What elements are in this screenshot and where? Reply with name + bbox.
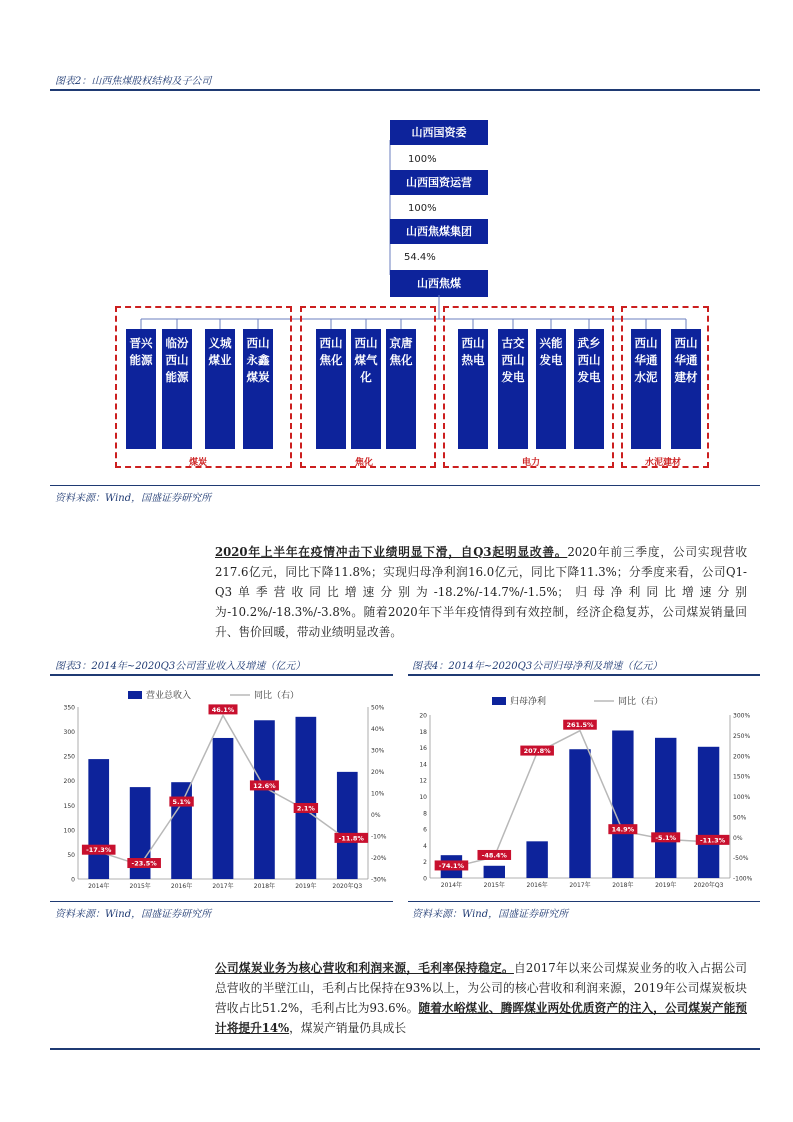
y2-tick-label: 150% bbox=[733, 773, 751, 781]
top-rule bbox=[50, 89, 760, 91]
sub-linfen: 临汾西山能源 bbox=[162, 329, 192, 449]
y-tick-label: 350 bbox=[63, 704, 75, 712]
y-tick-label: 16 bbox=[419, 745, 427, 753]
bar bbox=[484, 866, 505, 878]
fig4-source: 资料来源：Wind，国盛证券研究所 bbox=[412, 909, 569, 920]
bar bbox=[612, 730, 633, 878]
y-tick-label: 300 bbox=[63, 729, 75, 737]
fig3-source: 资料来源：Wind，国盛证券研究所 bbox=[55, 909, 212, 920]
fig3-bottom-rule bbox=[50, 901, 393, 902]
y-tick-label: 150 bbox=[63, 802, 75, 810]
fig4-caption: 图表4：2014年~2020Q3公司归母净利及增速（亿元） bbox=[412, 661, 663, 672]
y-tick-label: 6 bbox=[423, 826, 427, 834]
data-label: 14.9% bbox=[611, 825, 635, 834]
sub-jingtang: 京唐焦化 bbox=[386, 329, 416, 449]
y-tick-label: 18 bbox=[419, 728, 427, 736]
data-label: -11.8% bbox=[338, 834, 364, 843]
x-tick-label: 2016年 bbox=[170, 883, 193, 890]
y2-tick-label: 20% bbox=[371, 769, 385, 776]
fig2-connector bbox=[380, 140, 400, 280]
bar bbox=[569, 749, 590, 878]
sub-gujiao-power: 古交西山发电 bbox=[498, 329, 528, 449]
pct-1: 100% bbox=[408, 154, 437, 165]
sub-jinxing: 晋兴能源 bbox=[126, 329, 156, 449]
paragraph-2-tail: ，煤炭产销量仍具成长 bbox=[289, 1021, 407, 1035]
paragraph-1-lead: 2020年上半年在疫情冲击下业绩明显下滑，自Q3起明显改善。 bbox=[215, 545, 568, 559]
bar bbox=[337, 772, 358, 879]
x-tick-label: 2016年 bbox=[526, 882, 548, 889]
paragraph-2-body: 自2017年以来公司煤炭业务的收入占据公司总营收的半壁江山，毛利占比保持在93%以上，为公司的核心营收和利润来源，2019年公司煤炭板块营收占比51.2%，毛利占比为93.6%。 bbox=[215, 961, 747, 1015]
group-cement-label: 水泥建材 bbox=[645, 458, 682, 468]
y-tick-label: 20 bbox=[419, 712, 427, 720]
pct-2: 100% bbox=[408, 203, 437, 214]
legend-bar-swatch bbox=[492, 697, 506, 705]
sub-cement: 西山华通水泥 bbox=[631, 329, 661, 449]
data-label: 2.1% bbox=[296, 804, 315, 813]
bar bbox=[698, 747, 719, 878]
y2-tick-label: 30% bbox=[371, 747, 385, 755]
y2-tick-label: -50% bbox=[733, 855, 749, 863]
x-tick-label: 2020年Q3 bbox=[332, 883, 363, 890]
data-label: -23.5% bbox=[131, 859, 157, 868]
y2-tick-label: 50% bbox=[733, 814, 747, 822]
x-tick-label: 2019年 bbox=[295, 883, 317, 890]
revenue-chart bbox=[50, 680, 400, 898]
x-tick-label: 2017年 bbox=[212, 883, 234, 890]
node-operations: 山西国资运营 bbox=[390, 170, 488, 195]
y-tick-label: 0 bbox=[423, 875, 427, 883]
data-label: -48.4% bbox=[481, 851, 507, 860]
data-label: 12.6% bbox=[253, 781, 276, 790]
y-tick-label: 10 bbox=[419, 794, 427, 801]
paragraph-1-body: 2020年前三季度，公司实现营收217.6亿元，同比下降11.8%；实现归母净利润16.0亿元，同比下降11.3%；分季度来看，公司Q1-Q3单季营收同比增速分别为-18.2%/-14.7%/-1.5%；归母净利同比增速分别为-10.2%/-18.3%/-3.8%。随着2020年下半年疫情得到有效控制，经济企稳复苏，公司煤炭销量回升、售价回暖，带动业绩明显改善。 bbox=[215, 545, 748, 639]
node-company: 山西焦煤 bbox=[390, 270, 488, 297]
bar bbox=[526, 841, 547, 878]
data-label: -17.3% bbox=[86, 846, 112, 855]
net-profit-chart bbox=[408, 680, 760, 898]
bar bbox=[88, 759, 109, 879]
sub-coal-gasification: 西山煤气化 bbox=[351, 329, 381, 449]
fig3-top-rule bbox=[50, 674, 393, 676]
node-group: 山西焦煤集团 bbox=[390, 219, 488, 244]
paragraph-2 bbox=[215, 958, 747, 1038]
legend-line-label: 同比（右） bbox=[254, 691, 300, 701]
x-tick-label: 2018年 bbox=[253, 883, 276, 890]
group-coking-label: 焦化 bbox=[355, 458, 374, 468]
legend-bar-label: 归母净利 bbox=[510, 697, 547, 707]
data-label: 5.1% bbox=[172, 798, 191, 807]
y-tick-label: 4 bbox=[423, 842, 427, 850]
y2-tick-label: 10% bbox=[371, 790, 385, 798]
fig4-top-rule bbox=[408, 674, 760, 676]
y-tick-label: 50 bbox=[67, 851, 75, 859]
sub-xishan-coking: 西山焦化 bbox=[316, 329, 346, 449]
y2-tick-label: 40% bbox=[371, 726, 385, 733]
group-coal-label: 煤炭 bbox=[189, 458, 208, 468]
y-tick-label: 8 bbox=[423, 810, 427, 818]
bottom-rule bbox=[50, 1048, 760, 1050]
fig4-bottom-rule bbox=[408, 901, 760, 902]
y2-tick-label: 0% bbox=[371, 812, 381, 819]
bar bbox=[296, 717, 317, 879]
y2-tick-label: -100% bbox=[733, 875, 753, 883]
fig3-caption: 图表3：2014年~2020Q3公司营业收入及增速（亿元） bbox=[55, 661, 306, 672]
x-tick-label: 2014年 bbox=[440, 882, 463, 889]
data-label: 261.5% bbox=[566, 721, 594, 730]
y-tick-label: 100 bbox=[63, 827, 75, 835]
y2-tick-label: -10% bbox=[371, 833, 387, 841]
x-tick-label: 2018年 bbox=[612, 882, 634, 889]
y2-tick-label: 300% bbox=[733, 712, 751, 720]
y2-tick-label: -30% bbox=[371, 876, 387, 884]
data-label: -74.1% bbox=[438, 861, 465, 870]
y-tick-label: 0 bbox=[71, 876, 75, 884]
sub-xingneng-power: 兴能发电 bbox=[536, 329, 566, 449]
bar bbox=[254, 720, 275, 879]
x-tick-label: 2015年 bbox=[483, 882, 505, 889]
y-tick-label: 200 bbox=[63, 778, 75, 786]
data-label: 207.8% bbox=[523, 747, 551, 756]
y2-tick-label: 50% bbox=[371, 704, 385, 712]
x-tick-label: 2017年 bbox=[569, 882, 591, 889]
x-tick-label: 2020年Q3 bbox=[693, 882, 724, 889]
data-label: -5.1% bbox=[655, 833, 677, 842]
y2-tick-label: 250% bbox=[733, 732, 751, 740]
legend-line-label: 同比（右） bbox=[618, 697, 664, 707]
y2-tick-label: 100% bbox=[733, 794, 751, 801]
legend-bar-label: 营业总收入 bbox=[146, 691, 192, 701]
bar bbox=[213, 738, 234, 879]
y-tick-label: 14 bbox=[419, 761, 427, 769]
group-power-label: 电力 bbox=[522, 458, 541, 468]
node-sasac: 山西国资委 bbox=[390, 120, 488, 145]
fig2-bottom-rule bbox=[50, 485, 760, 486]
y2-tick-label: -20% bbox=[371, 855, 387, 862]
x-tick-label: 2014年 bbox=[88, 883, 110, 890]
y-tick-label: 12 bbox=[419, 777, 427, 785]
y-tick-label: 2 bbox=[423, 859, 427, 867]
fig2-caption: 图表2：山西焦煤股权结构及子公司 bbox=[55, 76, 212, 87]
x-tick-label: 2015年 bbox=[129, 883, 151, 890]
data-label: -11.3% bbox=[699, 836, 726, 845]
sub-building-materials: 西山华通建材 bbox=[671, 329, 701, 449]
y-tick-label: 250 bbox=[63, 753, 75, 761]
sub-yongxin: 西山永鑫煤炭 bbox=[243, 329, 273, 449]
y2-tick-label: 200% bbox=[733, 753, 751, 761]
bar bbox=[655, 738, 676, 878]
data-label: 46.1% bbox=[211, 705, 235, 714]
sub-yicheng: 义城煤业 bbox=[205, 329, 235, 449]
sub-thermal-power: 西山热电 bbox=[458, 329, 488, 449]
fig2-source: 资料来源：Wind，国盛证券研究所 bbox=[55, 493, 212, 504]
paragraph-2-highlight: 随着水峪煤业、腾晖煤业两处优质资产的注入，公司煤炭产能预计将提升14% bbox=[215, 1001, 747, 1035]
y2-tick-label: 0% bbox=[733, 834, 743, 842]
sub-wuxiang-power: 武乡西山发电 bbox=[574, 329, 604, 449]
paragraph-2-lead: 公司煤炭业务为核心营收和利润来源，毛利率保持稳定。 bbox=[215, 961, 514, 975]
x-tick-label: 2019年 bbox=[655, 882, 677, 889]
paragraph-1 bbox=[215, 542, 747, 642]
pct-3: 54.4% bbox=[404, 252, 436, 263]
legend-bar-swatch bbox=[128, 691, 142, 699]
